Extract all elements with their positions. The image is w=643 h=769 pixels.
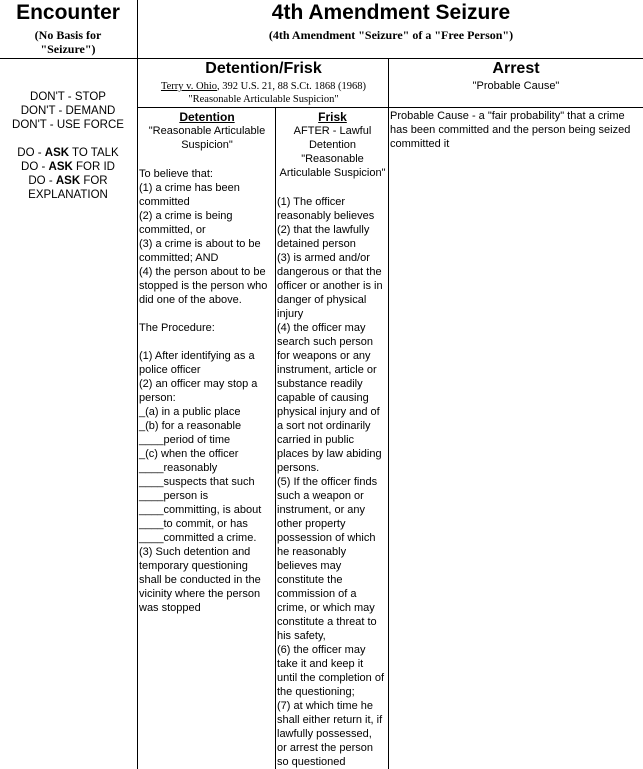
detention-line: vicinity where the person [139, 588, 261, 600]
frisk-line: (3) is armed and/or [277, 252, 370, 264]
frisk-line: officer or another is in [277, 280, 383, 292]
frisk-line: shall either return it, if [277, 714, 383, 726]
frisk-header-line: "Reasonable [301, 153, 364, 165]
frisk-line: for weapons or any [277, 350, 371, 362]
detention-line: ____period of time [139, 434, 231, 446]
frisk-line: (5) If the officer finds [277, 476, 378, 488]
detention-line: committed, or [139, 224, 206, 236]
detention-line: ____committing, is about [139, 504, 262, 516]
detention-line: was stopped [139, 602, 201, 614]
encounter-subtitle-line: "Seizure") [40, 42, 96, 56]
detention-line: committed; AND [139, 252, 219, 264]
frisk-header-line: Detention [308, 139, 357, 151]
frisk-line: capable of causing [277, 392, 369, 404]
detention-line: (2) an officer may stop a [139, 378, 258, 390]
detention-body [139, 167, 275, 615]
arrest-subtitle: "Probable Cause" [472, 80, 560, 92]
detention-line: ____to commit, or has [139, 518, 248, 530]
case-name: Terry v. Ohio [160, 81, 217, 92]
frisk-body [277, 195, 389, 769]
detention-header-line: Suspicion" [181, 139, 233, 151]
frisk-line: (2) that the lawfully [277, 224, 370, 236]
frisk-line: the questioning; [277, 686, 355, 698]
do-item: DO - ASK TO TALK [17, 147, 119, 159]
detention-header-line: "Reasonable Articulable [148, 125, 266, 137]
encounter-title: Encounter [16, 1, 120, 24]
encounter-subtitle-line: (No Basis for [34, 28, 102, 42]
detention-frisk-title: Detention/Frisk [205, 60, 322, 77]
frisk-line: other property [277, 518, 346, 530]
frisk-line: danger of physical [277, 294, 367, 306]
divider-subheader [137, 107, 643, 108]
frisk-line: believes may [277, 560, 342, 572]
detention-line: The Procedure: [139, 322, 215, 334]
frisk-line: places by law abiding [277, 448, 382, 460]
frisk-line: lawfully possessed, [277, 728, 372, 740]
frisk-line: detained person [277, 238, 356, 250]
encounter-rules [0, 90, 136, 202]
dont-item: DON'T - USE FORCE [12, 119, 124, 131]
dont-item: DON'T - STOP [30, 91, 106, 103]
arrest-line: Probable Cause - a "fair probability" that a crime [390, 110, 625, 122]
detention-header [139, 110, 275, 152]
arrest-line: committed it [390, 138, 450, 150]
standard-text: "Reasonable Articulable Suspicion" [188, 94, 339, 105]
detention-line: _(a) in a public place [139, 406, 241, 418]
frisk-header [277, 110, 388, 180]
frisk-line: persons. [277, 462, 320, 474]
arrest-body [390, 109, 642, 151]
frisk-line: (1) The officer [277, 196, 346, 208]
frisk-line: possession of which [277, 532, 376, 544]
seizure-title: 4th Amendment Seizure [271, 1, 511, 24]
detention-line: ____reasonably [139, 462, 218, 474]
detention-line: stopped is the person who [139, 280, 268, 292]
frisk-line: instrument, article or [277, 364, 377, 376]
detention-line: ____person is [139, 490, 209, 502]
arrest-title: Arrest [492, 60, 540, 77]
frisk-line: substance readily [277, 378, 363, 390]
case-citation [139, 80, 388, 106]
frisk-line: take it and keep it [277, 658, 364, 670]
frisk-line: injury [277, 308, 304, 320]
encounter-subtitle [0, 28, 136, 56]
detention-line [139, 335, 275, 349]
detention-line: (3) Such detention and [139, 546, 251, 558]
frisk-line: (7) at which time he [277, 700, 373, 712]
divider-header [0, 58, 643, 59]
detention-line: To believe that: [139, 168, 213, 180]
frisk-line: commission of a [277, 588, 357, 600]
arrest-line: has been committed and the person being seized [390, 124, 631, 136]
frisk-line: a sort not ordinarily [277, 420, 371, 432]
frisk-line: physical injury and of [277, 406, 380, 418]
frisk-header-line: Articulable Suspicion" [279, 167, 386, 179]
detention-line [139, 307, 275, 321]
frisk-line: (6) the officer may [277, 644, 366, 656]
detention-line: _(c) when the officer [139, 448, 239, 460]
frisk-line: constitute the [277, 574, 343, 586]
detention-line: police officer [139, 364, 201, 376]
detention-line: (1) After identifying as a [139, 350, 255, 362]
frisk-line: he reasonably [277, 546, 347, 558]
do-item-continued: EXPLANATION [28, 189, 108, 201]
detention-line: _(b) for a reasonable [139, 420, 242, 432]
divider-encounter [137, 0, 138, 769]
divider-frisk [275, 107, 276, 769]
detention-line: person: [139, 392, 176, 404]
detention-title: Detention [179, 110, 235, 124]
detention-line: did one of the above. [139, 294, 242, 306]
detention-line: (1) a crime has been [139, 182, 240, 194]
case-cite: , 392 U.S. 21, 88 S.Ct. 1868 (1968) [216, 81, 367, 92]
seizure-subtitle: (4th Amendment "Seizure" of a "Free Person") [268, 28, 514, 42]
detention-line: ____committed a crime. [139, 532, 257, 544]
frisk-line: his safety, [277, 630, 326, 642]
detention-line: ____suspects that such [139, 476, 255, 488]
frisk-line: crime, or which may [277, 602, 375, 614]
detention-line: (4) the person about to be [139, 266, 266, 278]
detention-line: committed [139, 196, 190, 208]
detention-line: (2) a crime is being [139, 210, 233, 222]
detention-line: (3) a crime is about to be [139, 238, 261, 250]
frisk-header-line: AFTER - Lawful [293, 125, 372, 137]
detention-line: shall be conducted in the [139, 574, 261, 586]
detention-line: temporary questioning [139, 560, 248, 572]
frisk-line: carried in public [277, 434, 355, 446]
frisk-title: Frisk [318, 110, 347, 124]
frisk-line: (4) the officer may [277, 322, 366, 334]
do-item: DO - ASK FOR ID [21, 161, 115, 173]
frisk-line: so questioned [277, 756, 346, 768]
frisk-line: instrument, or any [277, 504, 366, 516]
frisk-line: until the completion of [277, 672, 385, 684]
frisk-line: constitute a threat to [277, 616, 377, 628]
frisk-line: dangerous or that the [277, 266, 382, 278]
frisk-line: or arrest the person [277, 742, 373, 754]
do-item: DO - ASK FOR [28, 175, 108, 187]
dont-item: DON'T - DEMAND [20, 105, 116, 117]
frisk-line: search such person [277, 336, 373, 348]
frisk-line: such a weapon or [277, 490, 364, 502]
frisk-line: reasonably believes [277, 210, 375, 222]
